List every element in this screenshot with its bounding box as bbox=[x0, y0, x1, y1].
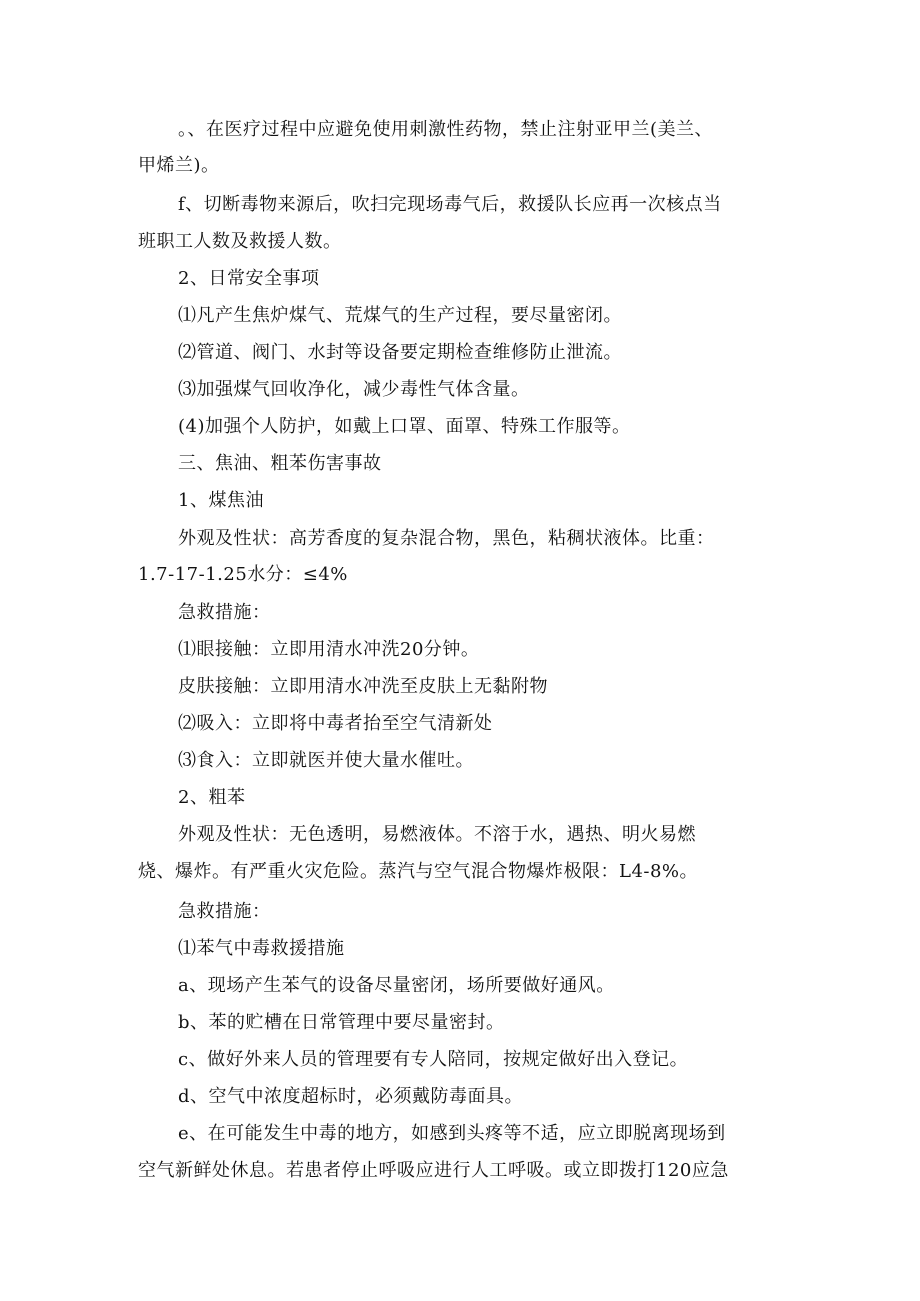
paragraph-line: 空气新鲜处休息。若患者停止呼吸应进行人工呼吸。或立即拨打120应急 bbox=[138, 1160, 729, 1181]
list-item: ⑵吸入：立即将中毒者抬至空气清新处 bbox=[178, 713, 493, 734]
list-item: e、在可能发生中毒的地方，如感到头疼等不适，应立即脱离现场到 bbox=[178, 1123, 726, 1144]
section-heading: 三、焦油、粗苯伤害事故 bbox=[178, 453, 382, 474]
paragraph-line: 外观及性状：无色透明，易燃液体。不溶于水，遇热、明火易燃 bbox=[178, 824, 696, 845]
list-item: d、空气中浓度超标时，必须戴防毒面具。 bbox=[178, 1086, 524, 1107]
list-item: ⑴眼接触：立即用清水冲洗20分钟。 bbox=[178, 639, 480, 660]
list-item: ⑴苯气中毒救援措施 bbox=[178, 938, 345, 959]
list-item: (4)加强个人防护，如戴上口罩、面罩、特殊工作服等。 bbox=[178, 416, 631, 437]
paragraph-line: 班职工人数及救援人数。 bbox=[138, 231, 342, 252]
paragraph-line: 甲烯兰)。 bbox=[138, 155, 220, 176]
section-heading: 2、粗苯 bbox=[178, 787, 246, 808]
list-item: a、现场产生苯气的设备尽量密闭，场所要做好通风。 bbox=[178, 975, 615, 996]
list-item: ⑶食入：立即就医并使大量水催吐。 bbox=[178, 750, 474, 771]
list-item: ⑶加强煤气回收净化，减少毒性气体含量。 bbox=[178, 379, 530, 400]
paragraph-line: f、切断毒物来源后，吹扫完现场毒气后，救援队长应再一次核点当 bbox=[178, 194, 722, 215]
section-heading: 2、日常安全事项 bbox=[178, 268, 320, 289]
paragraph-line: 急救措施： bbox=[178, 901, 271, 922]
list-item: b、苯的贮槽在日常管理中要尽量密封。 bbox=[178, 1012, 505, 1033]
paragraph-line: 。、在医疗过程中应避免使用刺激性药物，禁止注射亚甲兰(美兰、 bbox=[178, 119, 714, 140]
list-item: ⑵管道、阀门、水封等设备要定期检查维修防止泄流。 bbox=[178, 342, 622, 363]
paragraph-line: 1.7-17-1.25水分：≤4% bbox=[138, 564, 348, 585]
paragraph-line: 烧、爆炸。有严重火灾危险。蒸汽与空气混合物爆炸极限：L4-8%。 bbox=[138, 861, 699, 882]
list-item: 皮肤接触：立即用清水冲洗至皮肤上无黏附物 bbox=[178, 676, 548, 697]
list-item: c、做好外来人员的管理要有专人陪同，按规定做好出入登记。 bbox=[178, 1049, 689, 1070]
section-heading: 1、煤焦油 bbox=[178, 490, 264, 511]
list-item: ⑴凡产生焦炉煤气、荒煤气的生产过程，要尽量密闭。 bbox=[178, 305, 622, 326]
paragraph-line: 急救措施： bbox=[178, 602, 271, 623]
paragraph-line: 外观及性状：高芳香度的复杂混合物，黑色，粘稠状液体。比重： bbox=[178, 528, 715, 549]
